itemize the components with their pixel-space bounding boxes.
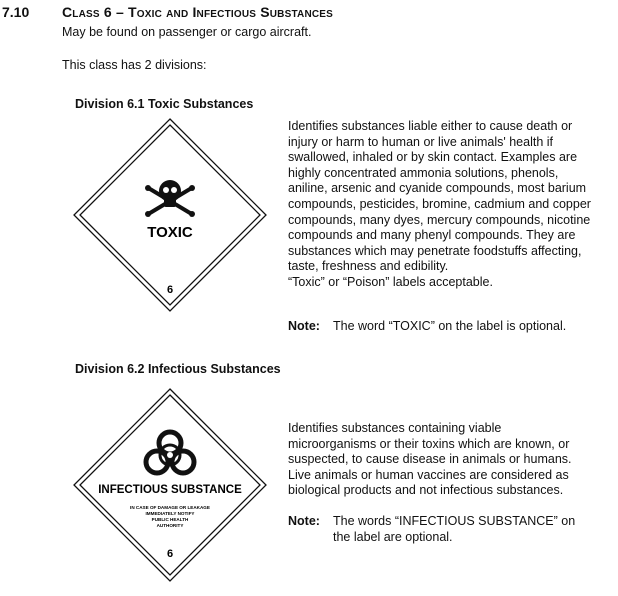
infectious-substance-label [72, 387, 268, 583]
warning-line: PUBLIC HEALTH [151, 517, 189, 522]
note-text: The words “INFECTIOUS SUBSTANCE” on the label are optional. [333, 514, 576, 544]
division-6-1-heading: Division 6.1 Toxic Substances [75, 97, 254, 111]
warning-line: IMMEDIATELY NOTIFY [145, 511, 195, 516]
divisions-intro: This class has 2 divisions: [62, 58, 207, 72]
note-label: Note: [288, 319, 320, 333]
division-6-1-description [288, 119, 593, 291]
section-intro: May be found on passenger or cargo aircraft. [62, 25, 312, 39]
class-number: 6 [166, 284, 174, 296]
class-number: 6 [166, 548, 174, 560]
division-6-1-note [288, 319, 566, 335]
toxic-label [72, 117, 268, 313]
division-6-2-heading: Division 6.2 Infectious Substances [75, 362, 281, 376]
toxic-label-text: TOXIC [147, 224, 193, 241]
warning-line: AUTHORITY [156, 523, 184, 528]
division-6-2-note [288, 514, 588, 545]
acceptable-labels-text: “Toxic” or “Poison” labels acceptable. [288, 274, 493, 289]
warning-line: IN CASE OF DAMAGE OR LEAKAGE [130, 505, 210, 510]
description-text: Identifies substances liable either to cause death or injury or harm to human or live animals' health if swallowed, inhaled or by skin contact. Examples are highly concentrated ammonia solutions, phenols, aniline, arsenic and cyanide compounds, most barium compounds, pesticides, bromine, cadmium and copper compounds, many dyes, mercury compounds, nicotine compounds and many phenyl compounds. They are substances which may penetrate foodstuffs affecting, taste, freshness and edibility. [288, 119, 591, 274]
section-number: 7.10 [2, 4, 30, 20]
infectious-label-text: INFECTIOUS SUBSTANCE [98, 484, 242, 496]
division-6-2-description: Identifies substances containing viable microorganisms or their toxins which are known, or suspected, to cause disease in animals or humans. Live animals or human vaccines are considered as biological products and not infectious substances. [288, 421, 572, 498]
section-title: Class 6 – Toxic and Infectious Substances [62, 4, 334, 20]
note-text: The word “TOXIC” on the label is optional. [333, 319, 567, 333]
note-label: Note: [288, 514, 320, 528]
